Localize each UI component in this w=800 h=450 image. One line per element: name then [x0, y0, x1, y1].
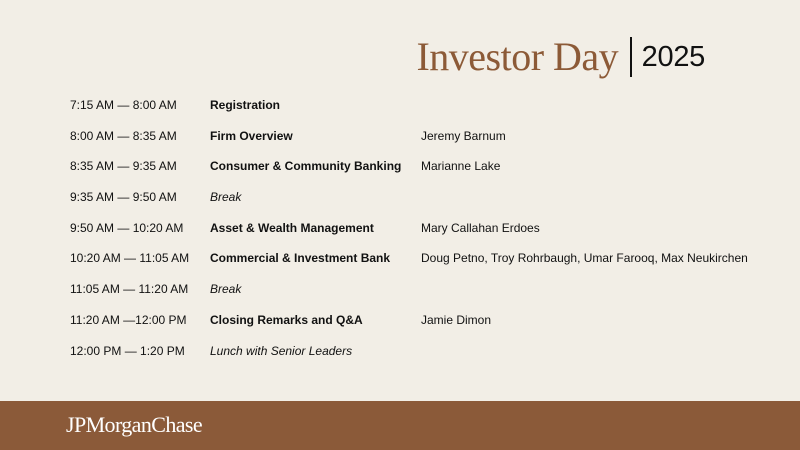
agenda-row — [70, 307, 790, 338]
footer-band — [0, 401, 800, 450]
agenda-session: Asset & Wealth Management — [210, 220, 374, 235]
agenda-list — [70, 92, 790, 368]
agenda-time: 8:35 AM — 9:35 AM — [70, 159, 177, 174]
agenda-time: 11:20 AM —12:00 PM — [70, 312, 187, 327]
agenda-row — [70, 245, 790, 276]
page-year: 2025 — [641, 41, 705, 73]
agenda-time: 11:05 AM — 11:20 AM — [70, 282, 189, 297]
agenda-session: Break — [210, 190, 242, 205]
agenda-row — [70, 276, 790, 307]
agenda-session: Commercial & Investment Bank — [210, 251, 391, 266]
agenda-session: Lunch with Senior Leaders — [210, 343, 353, 358]
agenda-session: Closing Remarks and Q&A — [210, 312, 363, 327]
agenda-speakers: Jeremy Barnum — [421, 128, 506, 143]
agenda-speakers: Jamie Dimon — [421, 312, 492, 327]
agenda-speakers: Mary Callahan Erdoes — [421, 220, 540, 235]
agenda-session: Registration — [210, 98, 281, 112]
agenda-row — [70, 184, 790, 215]
agenda-time: 8:00 AM — 8:35 AM — [70, 128, 177, 143]
page-title: Investor Day — [416, 34, 619, 79]
agenda-row — [70, 215, 790, 246]
title-divider — [630, 37, 632, 77]
agenda-row — [70, 153, 790, 184]
company-logo: JPMorganChase — [66, 412, 203, 437]
agenda-row — [70, 123, 790, 154]
agenda-time: 10:20 AM — 11:05 AM — [70, 251, 190, 266]
agenda-session: Break — [210, 282, 242, 297]
agenda-time: 12:00 PM — 1:20 PM — [70, 343, 185, 358]
agenda-time: 9:50 AM — 10:20 AM — [70, 220, 184, 235]
agenda-row — [70, 92, 790, 123]
agenda-session: Consumer & Community Banking — [210, 159, 402, 174]
agenda-speakers: Marianne Lake — [421, 159, 501, 174]
agenda-row — [70, 338, 790, 369]
agenda-time: 7:15 AM — 8:00 AM — [70, 98, 177, 112]
agenda-speakers: Doug Petno, Troy Rohrbaugh, Umar Farooq, Max Neukirchen — [421, 251, 748, 266]
page-header — [416, 36, 705, 78]
agenda-session: Firm Overview — [210, 128, 293, 143]
agenda-time: 9:35 AM — 9:50 AM — [70, 190, 177, 205]
